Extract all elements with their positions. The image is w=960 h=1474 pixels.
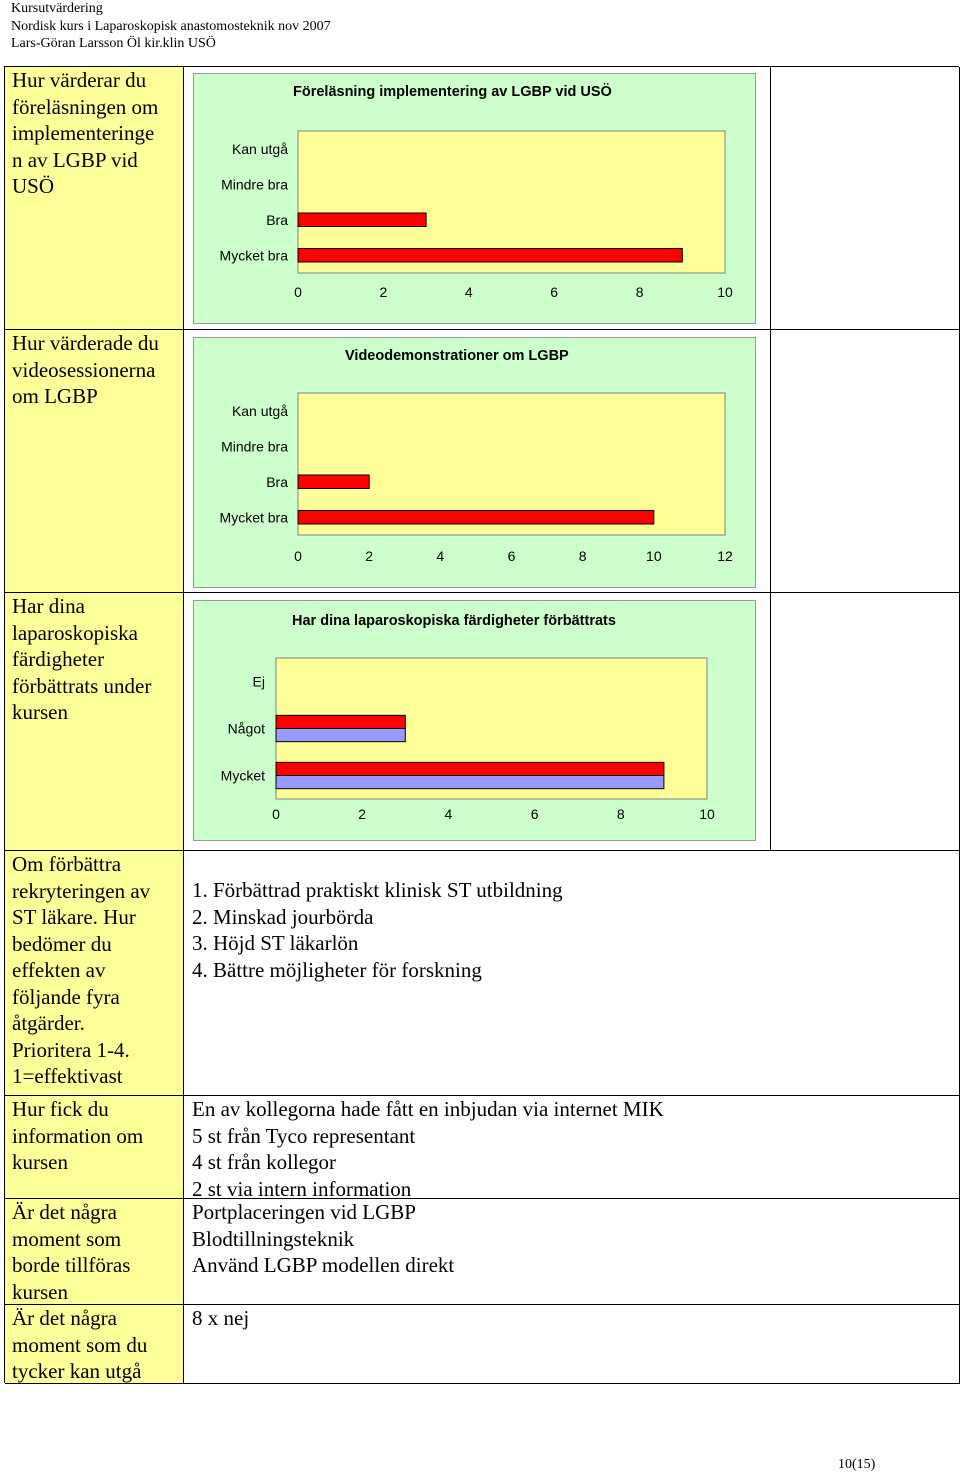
x-tick-label: 6 bbox=[507, 548, 516, 564]
category-label: Mycket bra bbox=[219, 247, 288, 264]
question-cell-removals bbox=[5, 1305, 184, 1384]
text-line: tycker kan utgå bbox=[12, 1359, 142, 1383]
question-text bbox=[12, 593, 179, 726]
text-line: kursen bbox=[12, 1279, 68, 1304]
text-line: rekryteringen av bbox=[12, 878, 151, 903]
text-line: Är det några bbox=[12, 1200, 117, 1224]
text-line: 1=effektivast bbox=[12, 1064, 123, 1088]
question-text bbox=[12, 330, 179, 410]
chart-skills bbox=[193, 600, 756, 841]
bar bbox=[298, 249, 682, 262]
text-line: 8 x nej bbox=[192, 1306, 250, 1330]
text-line: moment som bbox=[12, 1226, 122, 1251]
text-line: information om bbox=[12, 1123, 144, 1148]
x-tick-label: 2 bbox=[379, 284, 388, 300]
text-line: förbättrats under bbox=[12, 673, 152, 698]
question-cell-additions bbox=[5, 1199, 184, 1305]
x-tick-label: 4 bbox=[444, 806, 453, 822]
question-text bbox=[12, 1096, 179, 1176]
text-line: effekten av bbox=[12, 958, 106, 982]
answer-cell-information bbox=[184, 1096, 960, 1199]
bar bbox=[276, 762, 664, 775]
question-cell-recruitment bbox=[5, 851, 184, 1096]
x-tick-label: 2 bbox=[365, 548, 374, 564]
bar bbox=[298, 213, 426, 226]
text-line: laparoskopiska bbox=[12, 620, 138, 645]
x-tick-label: 6 bbox=[530, 806, 539, 822]
empty-cell bbox=[771, 67, 960, 330]
x-tick-label: 10 bbox=[717, 284, 733, 300]
text-line: 2. Minskad jourbörda bbox=[192, 904, 374, 929]
text-line: 2 st via intern information bbox=[192, 1176, 412, 1201]
x-tick-label: 8 bbox=[578, 548, 587, 564]
text-line: Har dina bbox=[12, 594, 85, 618]
chart-title: Föreläsning implementering av LGBP vid USÖ bbox=[293, 84, 612, 100]
text-line: färdigheter bbox=[12, 647, 105, 671]
answer-cell-removals bbox=[184, 1305, 960, 1384]
category-label: Mindre bra bbox=[221, 438, 288, 455]
question-text bbox=[12, 67, 179, 200]
bar bbox=[276, 715, 405, 728]
text-line: Hur värderade du bbox=[12, 331, 159, 355]
text-line: Blodtillningsteknik bbox=[192, 1226, 355, 1251]
x-tick-label: 0 bbox=[294, 284, 302, 300]
x-tick-label: 8 bbox=[635, 284, 644, 300]
text-line: Portplaceringen vid LGBP bbox=[192, 1200, 416, 1224]
page-header bbox=[11, 0, 331, 53]
category-label: Något bbox=[227, 720, 265, 737]
text-line: n av LGBP vid bbox=[12, 147, 138, 172]
chart-lecture-svg bbox=[194, 74, 757, 325]
x-tick-label: 0 bbox=[294, 548, 302, 564]
answer-text bbox=[192, 877, 563, 983]
question-cell-skills bbox=[5, 593, 184, 851]
category-label: Mindre bra bbox=[221, 176, 288, 193]
text-line: 4 st från kollegor bbox=[192, 1150, 337, 1174]
category-label: Kan utgå bbox=[231, 402, 288, 419]
answer-text bbox=[192, 1199, 454, 1279]
question-cell-video bbox=[5, 330, 184, 593]
text-line: Använd LGBP modellen direkt bbox=[192, 1253, 455, 1277]
x-tick-label: 0 bbox=[272, 806, 280, 822]
x-tick-label: 6 bbox=[550, 284, 559, 300]
header-author: Lars-Göran Larsson Öl kir.klin USÖ bbox=[11, 36, 216, 51]
x-tick-label: 8 bbox=[616, 806, 625, 822]
category-label: Mycket bbox=[220, 767, 265, 784]
text-line: borde tillföras bbox=[12, 1253, 131, 1277]
text-line: 1. Förbättrad praktiskt klinisk ST utbildning bbox=[192, 878, 563, 902]
empty-cell bbox=[771, 330, 960, 593]
category-label: Bra bbox=[266, 473, 288, 490]
x-tick-label: 10 bbox=[699, 806, 715, 822]
text-line: om LGBP bbox=[12, 384, 98, 408]
x-tick-label: 4 bbox=[436, 548, 445, 564]
bar bbox=[298, 511, 654, 524]
question-cell-information bbox=[5, 1096, 184, 1199]
answer-text bbox=[192, 1305, 249, 1332]
text-line: Är det några bbox=[12, 1306, 117, 1330]
text-line: bedömer du bbox=[12, 931, 112, 956]
chart-video bbox=[193, 337, 756, 588]
question-text bbox=[12, 1305, 179, 1385]
text-line: USÖ bbox=[12, 174, 55, 198]
text-line: Hur värderar du bbox=[12, 68, 147, 92]
x-tick-label: 10 bbox=[646, 548, 662, 564]
header-title: Kursutvärdering bbox=[11, 1, 103, 16]
chart-lecture bbox=[193, 73, 756, 324]
x-tick-label: 4 bbox=[464, 284, 473, 300]
answer-cell-recruitment bbox=[184, 851, 960, 1096]
text-line: videosessionerna bbox=[12, 357, 156, 382]
chart-title: Har dina laparoskopiska färdigheter förbättrats bbox=[292, 613, 616, 629]
text-line: kursen bbox=[12, 1150, 68, 1174]
bar bbox=[298, 475, 369, 488]
header-course: Nordisk kurs i Laparoskopisk anastomosteknik nov 2007 bbox=[11, 18, 331, 34]
chart-title: Videodemonstrationer om LGBP bbox=[345, 348, 569, 364]
text-line: föreläsningen om bbox=[12, 94, 159, 119]
text-line: En av kollegorna hade fått en inbjudan via internet MIK bbox=[192, 1097, 664, 1121]
text-line: 5 st från Tyco representant bbox=[192, 1123, 416, 1148]
bar bbox=[276, 729, 405, 742]
text-line: Hur fick du bbox=[12, 1097, 109, 1121]
category-label: Ej bbox=[252, 673, 265, 690]
empty-cell bbox=[771, 593, 960, 851]
question-cell-lecture bbox=[5, 67, 184, 330]
answer-cell-additions bbox=[184, 1199, 960, 1305]
chart-skills-svg bbox=[194, 601, 734, 842]
question-text bbox=[12, 1199, 179, 1305]
page-number: 10(15) bbox=[838, 1457, 876, 1472]
text-line: Prioritera 1-4. bbox=[12, 1037, 130, 1062]
category-label: Mycket bra bbox=[219, 509, 288, 526]
text-line: kursen bbox=[12, 700, 68, 724]
text-line: Om förbättra bbox=[12, 852, 122, 876]
x-tick-label: 12 bbox=[717, 548, 733, 564]
text-line: 3. Höjd ST läkarlön bbox=[192, 931, 359, 955]
answer-text bbox=[192, 1096, 664, 1202]
x-tick-label: 2 bbox=[358, 806, 367, 822]
category-label: Kan utgå bbox=[231, 140, 288, 157]
chart-video-svg bbox=[194, 338, 757, 589]
text-line: åtgärder. bbox=[12, 1011, 85, 1035]
text-line: ST läkare. Hur bbox=[12, 905, 136, 929]
text-line: implementeringe bbox=[12, 121, 155, 145]
bar bbox=[276, 776, 664, 789]
text-line: 4. Bättre möjligheter för forskning bbox=[192, 957, 482, 982]
question-text bbox=[12, 851, 179, 1090]
category-label: Bra bbox=[266, 211, 288, 228]
text-line: följande fyra bbox=[12, 984, 120, 1009]
text-line: moment som du bbox=[12, 1332, 148, 1357]
